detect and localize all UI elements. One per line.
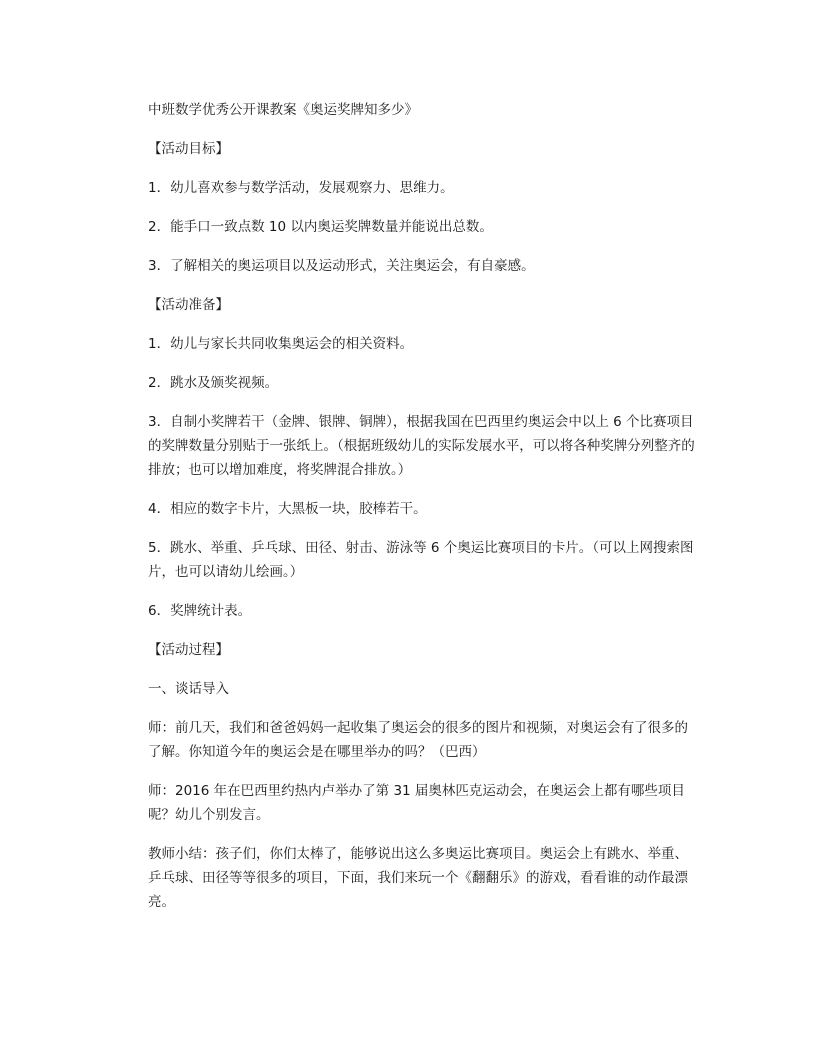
goal-item: 1．幼儿喜欢参与数学活动，发展观察力、思维力。 <box>148 180 454 196</box>
prep-item: 1．幼儿与家长共同收集奥运会的相关资料。 <box>148 336 414 352</box>
section-heading-prep: 【活动准备】 <box>148 297 229 313</box>
document-title: 中班数学优秀公开课教案《奥运奖牌知多少》 <box>148 102 418 118</box>
prep-item: 2．跳水及颁奖视频。 <box>148 375 279 391</box>
section-heading-goals: 【活动目标】 <box>148 141 229 157</box>
prep-item: 4．相应的数字卡片，大黑板一块，胶棒若干。 <box>148 501 427 517</box>
process-paragraph: 师：2016 年在巴西里约热内卢举办了第 31 届奥林匹克运动会，在奥运会上都有哪些项目呢？幼儿个别发言。 <box>148 783 685 823</box>
process-subheading: 一、谈话导入 <box>148 681 229 697</box>
prep-item: 6．奖牌统计表。 <box>148 603 252 619</box>
goal-item: 2．能手口一致点数 10 以内奥运奖牌数量并能说出总数。 <box>148 219 493 235</box>
process-paragraph: 教师小结：孩子们，你们太棒了，能够说出这么多奥运比赛项目。奥运会上有跳水、举重、乒乓球、田径等等很多的项目，下面，我们来玩一个《翻翻乐》的游戏，看看谁的动作最漂亮。 <box>148 846 688 910</box>
prep-item: 5．跳水、举重、乒乓球、田径、射击、游泳等 6 个奥运比赛项目的卡片。（可以上网搜索图片，也可以请幼儿绘画。） <box>148 540 694 580</box>
document-body <box>148 98 700 929</box>
process-paragraph: 师：前几天，我们和爸爸妈妈一起收集了奥运会的很多的图片和视频，对奥运会有了很多的了解。你知道今年的奥运会是在哪里举办的吗？（巴西） <box>148 720 688 760</box>
section-heading-process: 【活动过程】 <box>148 642 229 658</box>
prep-item: 3．自制小奖牌若干（金牌、银牌、铜牌），根据我国在巴西里约奥运会中以上 6 个比赛项目的奖牌数量分别贴于一张纸上。（根据班级幼儿的实际发展水平，可以将各种奖牌分列整齐的排放；也可以增加难度，将奖牌混合排放。） <box>148 414 695 478</box>
goal-item: 3．了解相关的奥运项目以及运动形式，关注奥运会，有自豪感。 <box>148 258 535 274</box>
